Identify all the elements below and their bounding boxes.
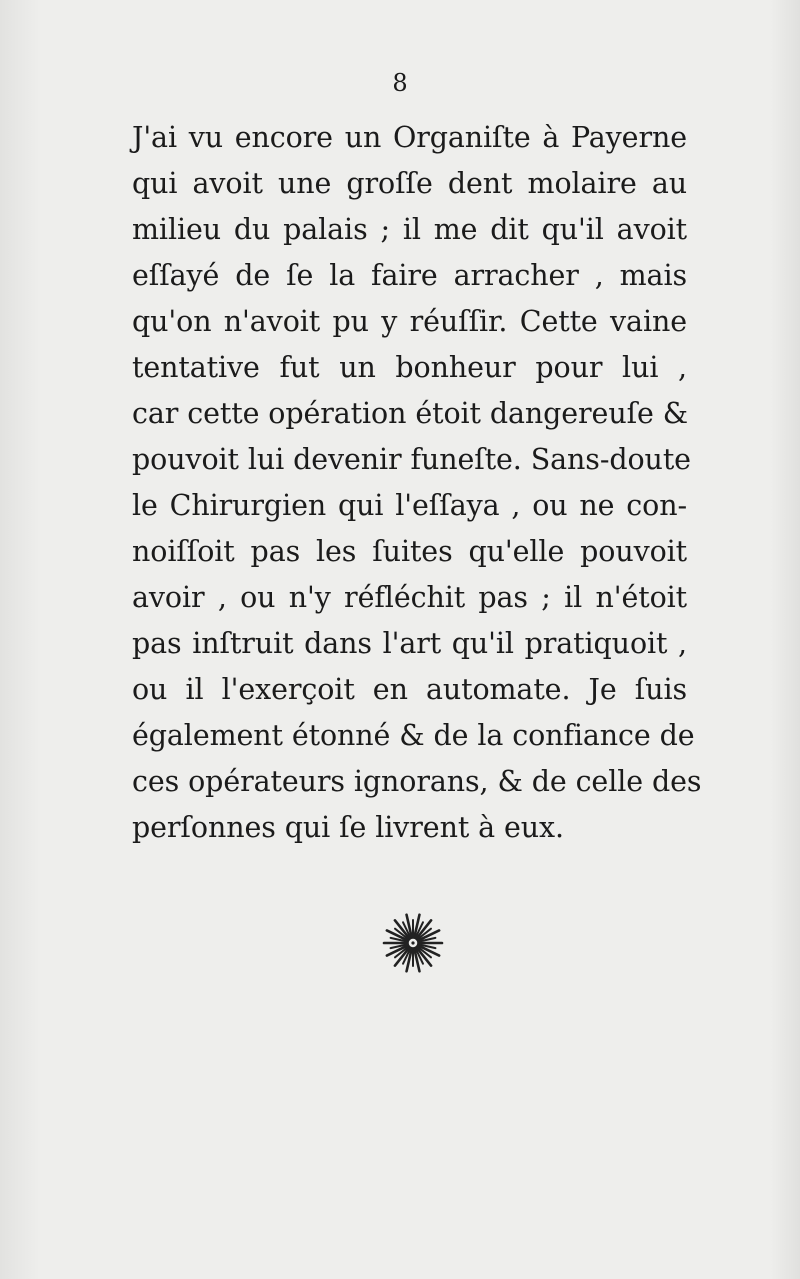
body-text [132, 115, 702, 851]
text-line: qu'on n'avoit pu y réuſſir. Cette vaine [132, 305, 687, 338]
floral-star-ornament-icon [382, 912, 444, 974]
text-line: qui avoit une groſſe dent molaire au [132, 167, 687, 200]
text-line: milieu du palais ; il me dit qu'il avoit [132, 213, 687, 246]
text-line: pas inſtruit dans l'art qu'il pratiquoit , [132, 627, 687, 660]
text-line: le Chirurgien qui l'eſſaya , ou ne con- [132, 489, 687, 522]
text-line: J'ai vu encore un Organiſte à Payerne [132, 121, 687, 154]
text-line: car cette opération étoit dangereuſe & [132, 397, 689, 430]
page-number: 8 [392, 69, 408, 97]
text-line: tentative fut un bonheur pour lui , [132, 351, 687, 384]
text-line: avoir , ou n'y réfléchit pas ; il n'étoit [132, 581, 687, 614]
text-line: également étonné & de la confiance de [132, 719, 695, 752]
text-line: ces opérateurs ignorans, & de celle des [132, 765, 702, 798]
text-line: ou il l'exerçoit en automate. Je ſuis [132, 673, 687, 706]
text-line: noiſſoit pas les ſuites qu'elle pouvoit [132, 535, 687, 568]
text-line: eſſayé de ſe la faire arracher , mais [132, 259, 687, 292]
text-line: perſonnes qui ſe livrent à eux. [132, 811, 564, 844]
text-line: pouvoit lui devenir funeſte. Sans-doute [132, 443, 691, 476]
